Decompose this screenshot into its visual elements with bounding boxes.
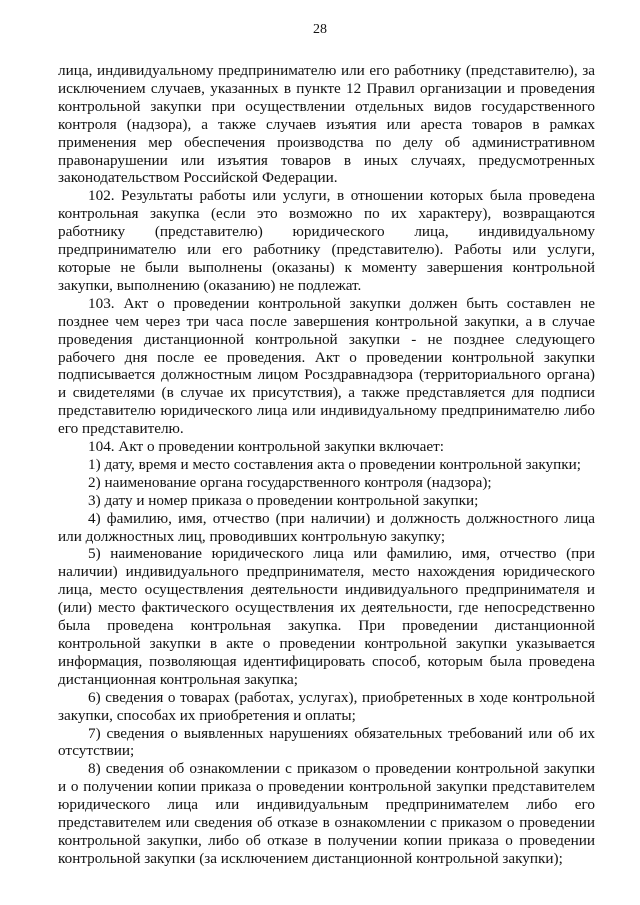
list-item-7: 7) сведения о выявленных нарушениях обязательных требований или об их отсутствии; (58, 724, 595, 760)
list-item-1: 1) дату, время и место составления акта о проведении контрольной закупки; (88, 455, 581, 473)
list-item-4: 4) фамилию, имя, отчество (при наличии) и должность должностного лица или должностных лиц, проводивших контрольную закупку; (58, 509, 595, 545)
list-item-5: 5) наименование юридического лица или фамилию, имя, отчество (при наличии) индивидуального предпринимателя, место нахождения юридического лица, место осуществления деятельности индивидуального предпринимателя и (или) место фактического осуществления их деятельности, где непосредственно была проведена контрольная закупка. При проведении дистанционной контрольной закупки в акте о проведении контрольной закупки указывается информация, позволяющая идентифицировать способ, которым была проведена дистанционная контрольная закупка; (58, 545, 595, 688)
paragraph-continuation: лица, индивидуальному предпринимателю или его работнику (представителю), за исключением случаев, указанных в пункте 12 Правил организации и проведения контрольной закупки при осуществлении отдельных видов государственного контроля (надзора), а также случаев изъятия или ареста товаров в рамках применения мер обеспечения производства по делу об административном правонарушении или изъятия товаров в иных случаях, предусмотренных законодательством Российской Федерации. (58, 62, 595, 187)
list-item-3: 3) дату и номер приказа о проведении контрольной закупки; (88, 491, 479, 509)
paragraph-102: 102. Результаты работы или услуги, в отношении которых была проведена контрольная закупка (если это возможно по их характеру), возвращаются работнику (представителю) юридического лица, индивидуальному предпринимателю или его работнику (представителю). Работы или услуги, которые не были выполнены (оказаны) к моменту завершения контрольной закупки, выполнению (оказанию) не подлежат. (58, 187, 595, 294)
paragraph-104: 104. Акт о проведении контрольной закупки включает: (88, 438, 445, 456)
list-item-8: 8) сведения об ознакомлении с приказом о проведении контрольной закупки и о получении копии приказа о проведении контрольной закупки представителем юридического лица или индивидуальным предпринимателем либо его представителем или сведения об отказе в ознакомлении с приказом о проведении контрольной закупки, либо об отказе в получении копии приказа о проведении контрольной закупки (за исключением дистанционной контрольной закупки); (58, 760, 595, 867)
paragraph-103: 103. Акт о проведении контрольной закупки должен быть составлен не позднее чем через три часа после завершения контрольной закупки, а в случае проведения дистанционной контрольной закупки - не позднее следующего рабочего дня после ее проведения. Акт о проведении контрольной закупки подписывается должностным лицом Росздравнадзора (территориального органа) и свидетелями (в случае их присутствия), а также представляется для подписи представителю юридического лица или индивидуальному предпринимателю либо его представителю. (58, 294, 595, 438)
list-item-2: 2) наименование органа государственного контроля (надзора); (88, 473, 492, 491)
list-item-6: 6) сведения о товарах (работах, услугах), приобретенных в ходе контрольной закупки, способах их приобретения и оплаты; (58, 688, 595, 724)
document-body (58, 62, 595, 868)
page-number: 28 (313, 22, 327, 37)
